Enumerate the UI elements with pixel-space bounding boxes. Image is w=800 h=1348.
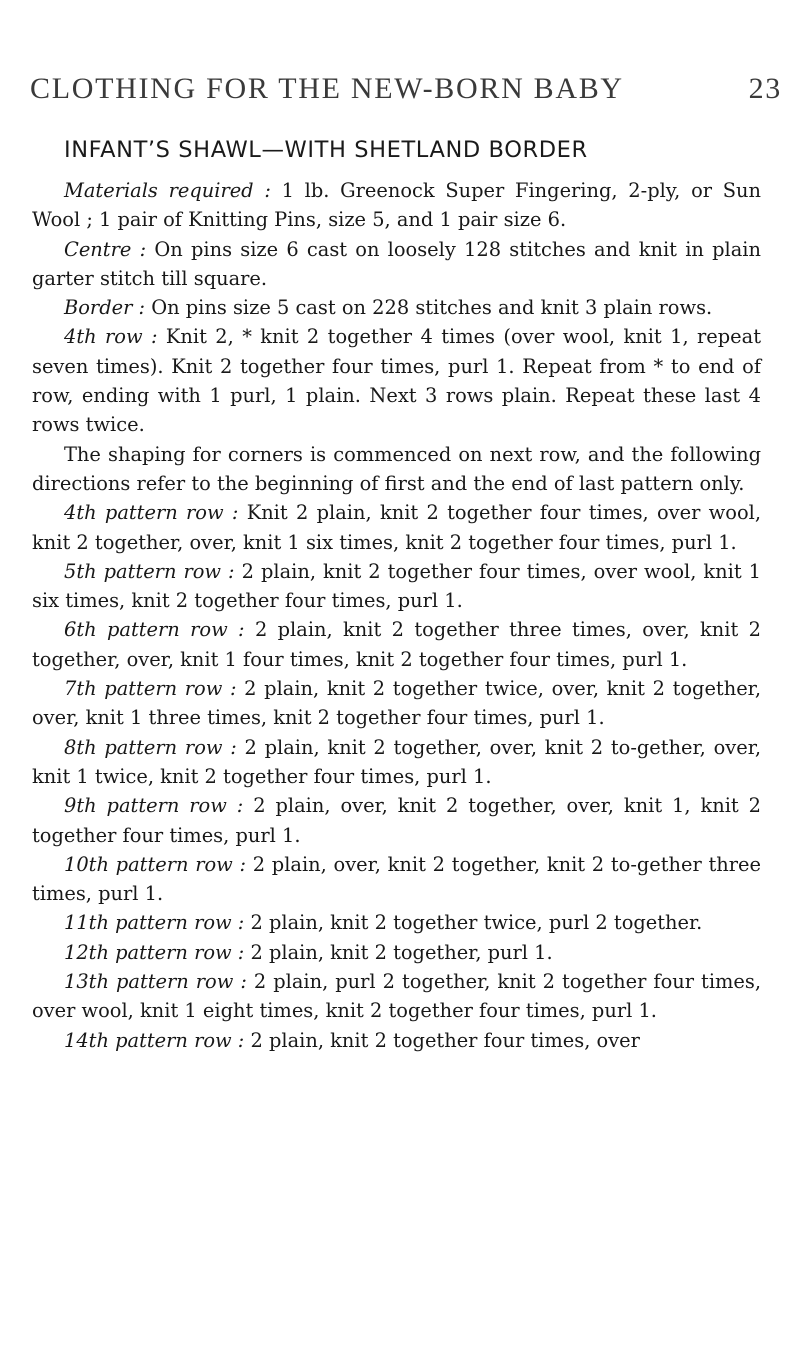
section-heading: INFANT’S SHAWL—WITH SHETLAND BORDER [64,137,588,163]
paragraph-label: 7th pattern row : [64,677,237,701]
paragraph-text: 2 plain, over, knit 2 together, over, knit 1, knit 2 together four times, purl 1. [32,794,761,847]
paragraph-11th-pattern-row [32,908,761,937]
paragraph-label: 11th pattern row : [64,911,245,935]
paragraph-label: 5th pattern row : [64,559,235,583]
paragraph-text: 2 plain, knit 2 together four times, over [244,1028,640,1052]
paragraph-shaping-note [32,440,761,499]
paragraph-border [32,293,761,322]
paragraph-7th-pattern-row [32,674,761,733]
paragraph-4th-pattern-row [32,498,761,557]
paragraph-4th-row [32,322,761,439]
paragraph-label: 9th pattern row : [64,794,244,818]
paragraph-label: Materials required : [64,179,271,202]
paragraph-text: 2 plain, knit 2 together four times, over wool, knit 1 six times, knit 2 together four times, purl 1. [32,559,761,613]
paragraph-14th-pattern-row [32,1026,761,1055]
paragraph-text: 2 plain, over, knit 2 together, knit 2 to-gether three times, purl 1. [32,852,762,906]
paragraph-13th-pattern-row [32,967,761,1026]
paragraph-text: 2 plain, knit 2 together twice, purl 2 together. [244,911,703,935]
paragraph-10th-pattern-row [32,850,761,909]
paragraph-label: 6th pattern row : [64,618,245,642]
paragraph-text: Knit 2, * knit 2 together 4 times (over wool, knit 1, repeat seven times). Knit 2 together four times, purl 1. Repeat from * to end of row, ending with 1 purl, 1 plain. Next 3 rows plain. Repeat these last 4 rows twice. [32,325,761,437]
paragraph-text: 2 plain, knit 2 together twice, over, knit 2 together, over, knit 1 three times, knit 2 together four times, purl 1. [32,677,761,730]
paragraph-label: Centre : [64,237,147,261]
paragraph-label: 10th pattern row : [64,852,246,876]
paragraph-text: 2 plain, knit 2 together, over, knit 2 to-gether, over, knit 1 twice, knit 2 together four times, purl 1. [32,735,761,788]
paragraph-text: 1 lb. Greenock Super Fingering, 2-ply, or Sun Wool ; 1 pair of Knitting Pins, size 5, and 1 pair size 6. [32,179,761,232]
instructions-body [32,176,761,1055]
paragraph-5th-pattern-row [32,557,761,616]
paragraph-label: 4th row : [64,325,158,349]
paragraph-9th-pattern-row [32,791,761,850]
paragraph-8th-pattern-row [32,733,761,792]
paragraph-text: The shaping for corners is commenced on next row, and the following directions refer to the beginning of first and the end of last pattern only. [32,442,761,495]
paragraph-label: 12th pattern row : [64,940,245,964]
running-title: CLOTHING FOR THE NEW-BORN BABY [30,72,624,105]
page-number: 23 [748,72,782,105]
paragraph-label: Border : [64,296,146,320]
paragraph-text: On pins size 6 cast on loosely 128 stitches and knit in plain garter stitch till square. [32,237,761,290]
paragraph-text: 2 plain, knit 2 together, purl 1. [244,940,553,964]
paragraph-label: 8th pattern row : [64,735,237,759]
running-header [30,72,782,116]
paragraph-text: 2 plain, purl 2 together, knit 2 together four times, over wool, knit 1 eight times, knit 2 together four times, purl 1. [32,970,761,1023]
paragraph-6th-pattern-row [32,615,761,674]
paragraph-12th-pattern-row [32,938,761,967]
paragraph-materials [32,176,761,235]
paragraph-text: 2 plain, knit 2 together three times, over, knit 2 together, over, knit 1 four times, knit 2 together four times, purl 1. [32,618,761,671]
paragraph-label: 14th pattern row : [64,1028,245,1052]
paragraph-centre [32,235,761,294]
paragraph-text: Knit 2 plain, knit 2 together four times, over wool, knit 2 together, over, knit 1 six times, knit 2 together four times, purl 1. [32,501,761,554]
paragraph-text: On pins size 5 cast on 228 stitches and knit 3 plain rows. [145,296,713,320]
paragraph-label: 13th pattern row : [64,970,247,994]
paragraph-label: 4th pattern row : [64,501,239,525]
